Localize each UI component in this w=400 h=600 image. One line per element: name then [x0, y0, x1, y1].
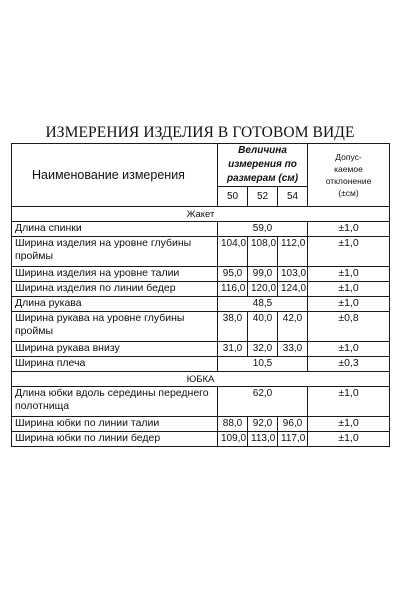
tolerance-value: ±0,8 [308, 312, 390, 342]
measurement-value: 92,0 [248, 417, 278, 432]
measurement-name: Ширина рукава внизу [12, 342, 218, 357]
measurement-value: 103,0 [278, 267, 308, 282]
tolerance-value: ±1,0 [308, 417, 390, 432]
tolerance-value: ±1,0 [308, 432, 390, 447]
tolerance-value: ±1,0 [308, 237, 390, 267]
measurement-name: Ширина плеча [12, 357, 218, 372]
measurement-value: 31,0 [218, 342, 248, 357]
measurement-value: 48,5 [218, 297, 308, 312]
table-row [12, 342, 390, 357]
measurement-name: Ширина юбки по линии бедер [12, 432, 218, 447]
measurement-value: 124,0 [278, 282, 308, 297]
measurement-value: 104,0 [218, 237, 248, 267]
header-tolerance-line: отклонение [325, 176, 372, 186]
measurement-name: Ширина изделия по линии бедер [12, 282, 218, 297]
size-header: 52 [248, 187, 278, 207]
measurement-name: Ширина изделия на уровне талии [12, 267, 218, 282]
table-row [12, 237, 390, 267]
measurement-name: Ширина изделия на уровне глубины проймы [12, 237, 218, 267]
header-tolerance-line: (±см) [338, 188, 359, 198]
tolerance-value: ±1,0 [308, 222, 390, 237]
tolerance-value: ±1,0 [308, 342, 390, 357]
measurement-value: 38,0 [218, 312, 248, 342]
tolerance-value: ±0,3 [308, 357, 390, 372]
measurement-value: 62,0 [218, 387, 308, 417]
measurement-value: 32,0 [248, 342, 278, 357]
size-header: 54 [278, 187, 308, 207]
header-measure: Величина измерения по размерам (см) [218, 144, 308, 187]
measurement-value: 116,0 [218, 282, 248, 297]
header-tolerance-line: Допус- [335, 152, 362, 162]
measurement-value: 33,0 [278, 342, 308, 357]
measurement-value: 120,0 [248, 282, 278, 297]
header-tolerance [308, 144, 390, 207]
header-name: Наименование измерения [12, 144, 218, 207]
table-row [12, 387, 390, 417]
measurement-value: 10,5 [218, 357, 308, 372]
measurement-value: 109,0 [218, 432, 248, 447]
measurement-value: 42,0 [278, 312, 308, 342]
table-row [12, 267, 390, 282]
tolerance-value: ±1,0 [308, 267, 390, 282]
section-row [12, 207, 390, 222]
table-row [12, 297, 390, 312]
measurement-value: 113,0 [248, 432, 278, 447]
tolerance-value: ±1,0 [308, 387, 390, 417]
section-row [12, 372, 390, 387]
table-row [12, 357, 390, 372]
table-row [12, 432, 390, 447]
measurement-value: 40,0 [248, 312, 278, 342]
measurement-name: Длина спинки [12, 222, 218, 237]
size-header: 50 [218, 187, 248, 207]
tolerance-value: ±1,0 [308, 297, 390, 312]
measurement-value: 96,0 [278, 417, 308, 432]
section-title: ЮБКА [12, 372, 390, 387]
header-tolerance-line: каемое [334, 164, 363, 174]
measurement-value: 88,0 [218, 417, 248, 432]
measurement-value: 59,0 [218, 222, 308, 237]
measurement-name: Ширина юбки по линии талии [12, 417, 218, 432]
measurement-name: Ширина рукава на уровне глубины проймы [12, 312, 218, 342]
measurement-name: Длина юбки вдоль середины переднего полотнища [12, 387, 218, 417]
measurement-value: 95,0 [218, 267, 248, 282]
table-row [12, 282, 390, 297]
table-row [12, 312, 390, 342]
measurements-table [11, 143, 390, 447]
tolerance-value: ±1,0 [308, 282, 390, 297]
measurement-value: 99,0 [248, 267, 278, 282]
measurement-value: 108,0 [248, 237, 278, 267]
section-title: Жакет [12, 207, 390, 222]
measurement-name: Длина рукава [12, 297, 218, 312]
measurement-value: 112,0 [278, 237, 308, 267]
table-row [12, 417, 390, 432]
measurement-value: 117,0 [278, 432, 308, 447]
page-title: ИЗМЕРЕНИЯ ИЗДЕЛИЯ В ГОТОВОМ ВИДЕ [45, 124, 355, 141]
table-row [12, 222, 390, 237]
